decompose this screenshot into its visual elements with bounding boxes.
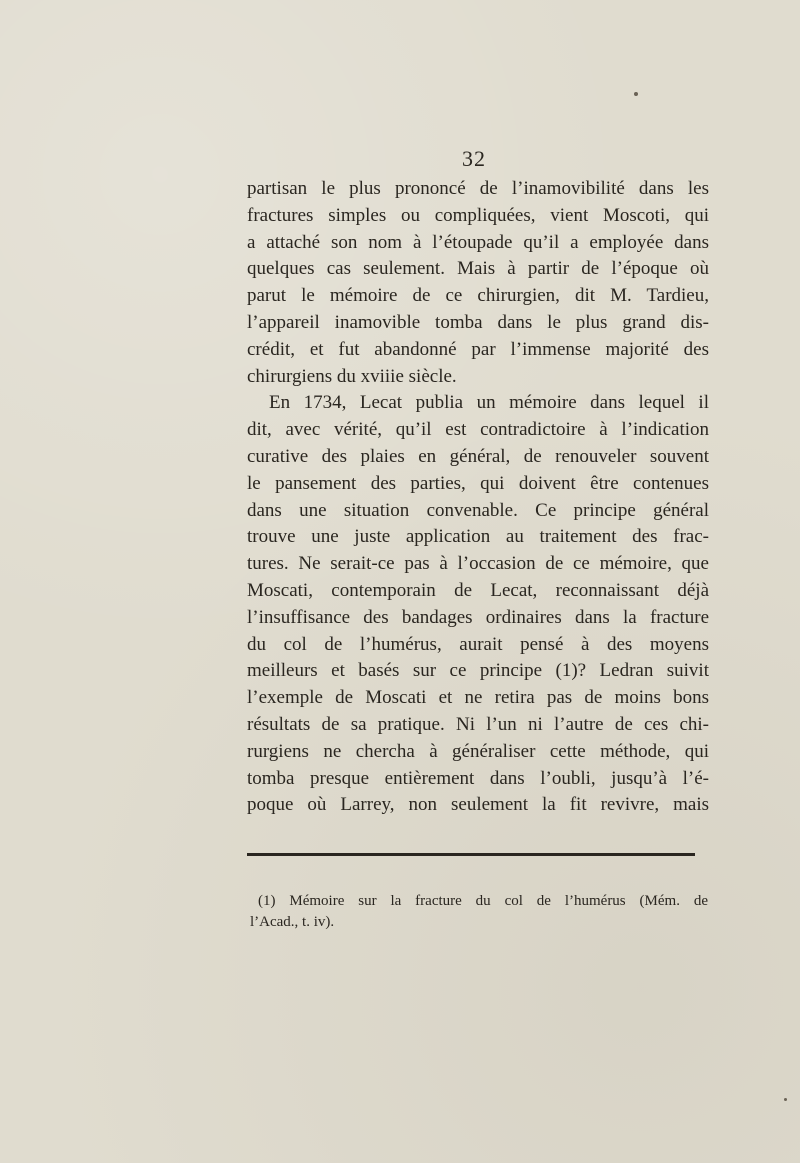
text-line: partisan le plus prononcé de l’inamovibilité dans les [247, 178, 709, 199]
text-line: a attaché son nom à l’étoupade qu’il a employée dans [247, 231, 709, 253]
text-line: du col de l’humérus, aurait pensé à des moyens [247, 633, 709, 655]
footnote [250, 891, 708, 933]
text-line: dans une situation convenable. Ce principe général [247, 499, 709, 521]
text-line: résultats de sa pratique. Ni l’un ni l’autre de ces chi- [247, 713, 709, 735]
text-line: parut le mémoire de ce chirurgien, dit M. Tardieu, [247, 285, 709, 307]
text-line: poque où Larrey, non seulement la fit revivre, mais [247, 794, 709, 816]
footnote-line: l’Acad., t. iv). [250, 914, 335, 930]
text-line: crédit, et fut abandonné par l’immense majorité des [247, 338, 709, 360]
text-line: curative des plaies en général, de renouveler souvent [247, 445, 709, 467]
text-line: tomba presque entièrement dans l’oubli, jusqu’à l’é- [247, 767, 709, 789]
paper-speck [634, 92, 638, 96]
text-line: meilleurs et basés sur ce principe (1)? Ledran suivit [247, 660, 709, 682]
text-line: quelques cas seulement. Mais à partir de l’époque où [247, 258, 709, 280]
paper-speck [784, 1098, 787, 1101]
paragraph-start-line: En 1734, Lecat publia un mémoire dans lequel il [269, 392, 709, 414]
text-line: l’exemple de Moscati et ne retira pas de moins bons [247, 687, 709, 709]
page-number: 32 [462, 146, 486, 171]
text-line: chirurgiens du xviiie siècle. [247, 365, 457, 387]
text-line: fractures simples ou compliquées, vient Moscoti, qui [247, 204, 709, 226]
footnote-rule [247, 853, 695, 856]
main-text [247, 176, 709, 819]
text-line: tures. Ne serait-ce pas à l’occasion de ce mémoire, que [247, 553, 709, 575]
text-line: rurgiens ne chercha à généraliser cette méthode, qui [247, 740, 709, 762]
footnote-line: (1) Mémoire sur la fracture du col de l’humérus (Mém. de [258, 893, 708, 909]
text-line: l’appareil inamovible tomba dans le plus grand dis- [247, 311, 709, 333]
text-line: trouve une juste application au traitement des frac- [247, 526, 709, 548]
text-line: l’insuffisance des bandages ordinaires dans la fracture [247, 606, 709, 628]
text-line: le pansement des parties, qui doivent être contenues [247, 472, 709, 494]
text-line: dit, avec vérité, qu’il est contradictoire à l’indication [247, 419, 709, 441]
text-line: Moscati, contemporain de Lecat, reconnaissant déjà [247, 579, 709, 601]
